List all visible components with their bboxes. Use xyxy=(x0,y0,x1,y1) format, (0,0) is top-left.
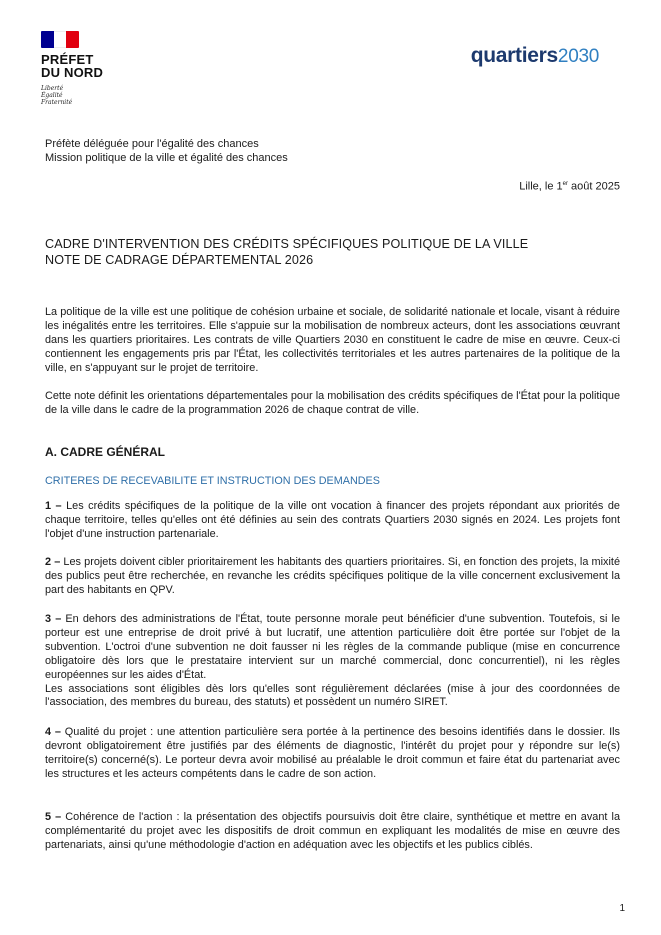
republic-motto xyxy=(41,85,121,106)
criterion-5 xyxy=(45,811,620,853)
criterion-number: 4 – xyxy=(45,726,61,738)
logo-year: 2030 xyxy=(557,46,599,67)
criterion-text-continued: Les associations sont éligibles dès lors qu'elles sont régulièrement déclarées (mise à jour des coordonnées de l'association, des membres du bureau, des statuts) et possèdent un numéro SIRET. xyxy=(45,682,620,709)
criterion-text: Cohérence de l'action : la présentation des objectifs poursuivis doit être claire, synthétique et mettre en avant la complémentarité du projet avec les dispositifs de droit commun en expliquant les modalités de mise en œuvre des partenariats, ainsi qu'une méthodologie d'action en adéquation avec les objectifs et les publics ciblés. xyxy=(45,811,620,851)
criterion-number: 1 – xyxy=(45,500,62,512)
criterion-1 xyxy=(45,500,620,542)
issuer-line1: Préfète déléguée pour l'égalité des chances xyxy=(45,138,259,150)
date-suffix: août 2025 xyxy=(568,180,620,193)
date-prefix: Lille, le 1 xyxy=(519,180,563,193)
title-line2: NOTE DE CADRAGE DÉPARTEMENTAL 2026 xyxy=(45,253,314,267)
criterion-number: 2 – xyxy=(45,556,61,568)
criterion-text: Les crédits spécifiques de la politique de la ville ont vocation à financer des projets répondant aux priorités de chaque territoire, telles qu'elles ont été définies au sein des contrats Quartiers 2030 signés en 2024. Les projets font l'objet d'une instruction partenariale. xyxy=(45,500,620,540)
quartiers-2030-logo xyxy=(471,44,599,69)
intro-paragraph-1: La politique de la ville est une politique de cohésion urbaine et sociale, de solidarité nationale et locale, visant à réduire les inégalités entre les territoires. Elle s'appuie sur la mobilisation de nombreux acteurs, dont les associations œuvrant dans les quartiers prioritaires. Les contrats de ville Quartiers 2030 en constituent le cadre de mise en œuvre. Ceux-ci contiennent les engagements pris par l'État, les collectivités territoriales et les autres partenaires de la politique de la ville, en s'appuyant sur le projet de territoire. xyxy=(45,306,620,374)
prefet-line1: PRÉFET xyxy=(41,52,94,67)
document-date xyxy=(519,177,620,194)
prefet-title xyxy=(41,53,121,79)
criterion-number: 5 – xyxy=(45,811,62,823)
intro-paragraph-2: Cette note définit les orientations départementales pour la mobilisation des crédits spécifiques de l'État pour la politique de la ville dans le cadre de la programmation 2026 de chaque contrat de ville. xyxy=(45,390,620,416)
logo-word: quartiers xyxy=(470,44,558,67)
criterion-3 xyxy=(45,613,620,710)
section-subheading: CRITERES DE RECEVABILITE ET INSTRUCTION DES DEMANDES xyxy=(45,475,380,487)
criterion-number: 3 – xyxy=(45,613,62,625)
french-flag-icon xyxy=(41,31,79,48)
page-number: 1 xyxy=(619,903,625,914)
criterion-text: Les projets doivent cibler prioritairement les habitants des quartiers prioritaires. Si, en fonction des projets, la mixité des publics peut être recherchée, en revanche les crédits spécifiques politique de la ville concernent exclusivement la part des habitants en QPV. xyxy=(45,556,620,596)
section-heading: A. CADRE GÉNÉRAL xyxy=(45,445,166,459)
motto-fraternite: Fraternité xyxy=(41,99,73,106)
prefet-du-nord-logo xyxy=(41,31,121,106)
motto-liberte: Liberté xyxy=(41,85,64,92)
motto-egalite: Égalité xyxy=(41,92,63,99)
criterion-4 xyxy=(45,726,620,782)
criterion-2 xyxy=(45,556,620,598)
issuer-line2: Mission politique de la ville et égalité des chances xyxy=(45,152,288,164)
document-title xyxy=(45,236,528,268)
title-line1: CADRE D'INTERVENTION DES CRÉDITS SPÉCIFIQUES POLITIQUE DE LA VILLE xyxy=(45,237,529,251)
prefet-line2: DU NORD xyxy=(41,65,104,80)
criterion-text: Qualité du projet : une attention particulière sera portée à la pertinence des besoins identifiés dans le dossier. Ils devront obligatoirement être justifiés par des éléments de diagnostic, l'intérêt du projet pour y répondre sur le(s) territoire(s) concerné(s). Le porteur devra avoir mobilisé au préalable le droit commun et faire état du partenariat avec les structures et les acteurs compétents dans le cadre de son action. xyxy=(45,726,620,780)
criterion-text: En dehors des administrations de l'État, toute personne morale peut bénéficier d'une subvention. Toutefois, si le porteur est une entreprise de droit privé à but lucratif, une attention particulière doit être portée sur l'objet de la subvention. L'octroi d'une subvention ne doit fausser ni les règles de la commande publique (mise en concurrence obligatoire dès lors que le prestataire intervient sur un marché commercial, donc concurrentiel), ni les règles européennes sur les aides d'État. xyxy=(45,613,621,681)
date-sup: er xyxy=(562,181,568,187)
issuer-block xyxy=(45,137,288,165)
